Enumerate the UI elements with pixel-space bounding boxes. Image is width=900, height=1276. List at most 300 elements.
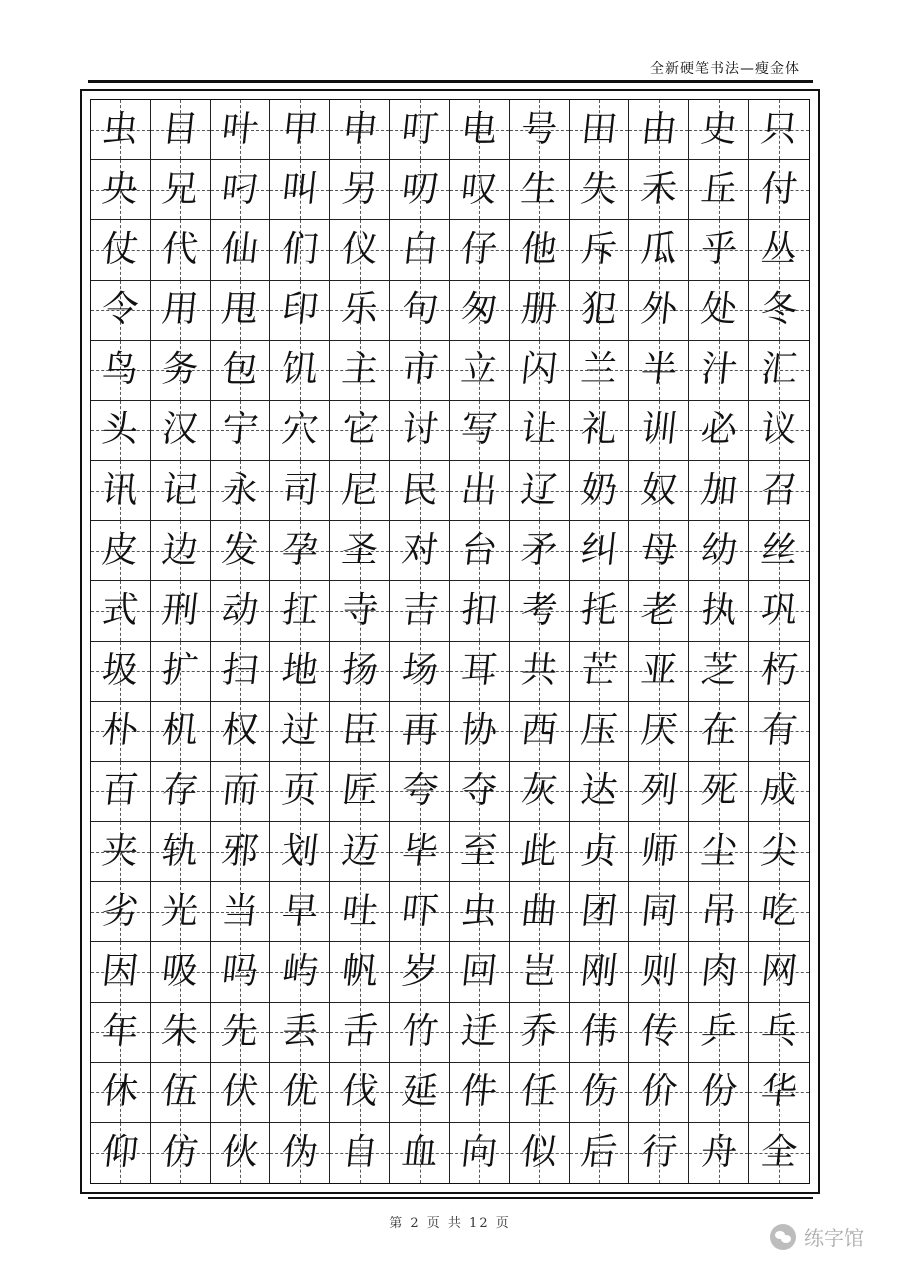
- grid-cell: [270, 942, 330, 1002]
- practice-character: 划: [279, 830, 321, 872]
- watermark: [770, 1222, 864, 1251]
- grid-cell: [450, 581, 510, 641]
- practice-character: 朽: [758, 650, 800, 692]
- practice-character: 叹: [459, 168, 500, 210]
- grid-cell: [91, 1123, 151, 1183]
- practice-character: 式: [100, 589, 141, 631]
- grid-cell: [629, 942, 689, 1002]
- grid-cell: [450, 100, 510, 160]
- practice-character: 伍: [160, 1071, 201, 1113]
- grid-cell: [689, 581, 749, 641]
- practice-character: 休: [100, 1071, 141, 1113]
- practice-character: 写: [459, 409, 500, 451]
- practice-character: 丘: [698, 168, 739, 210]
- grid-cell: [629, 461, 689, 521]
- grid-cell: [450, 160, 510, 220]
- practice-character: 后: [578, 1131, 620, 1173]
- grid-cell: [570, 702, 630, 762]
- practice-character: 包: [219, 349, 261, 391]
- practice-character: 甩: [219, 289, 261, 331]
- practice-character: 此: [519, 830, 560, 872]
- practice-character: 边: [160, 529, 201, 571]
- practice-character: 件: [459, 1071, 500, 1113]
- grid-cell: [570, 642, 630, 702]
- practice-character: 伪: [279, 1131, 321, 1173]
- practice-character: 对: [399, 529, 440, 571]
- practice-character: 圾: [100, 650, 141, 692]
- page-header-title: 全新硬笔书法—瘦金体: [650, 61, 800, 77]
- practice-character: 母: [638, 529, 680, 571]
- practice-character: 华: [758, 1071, 800, 1113]
- grid-cell: [749, 822, 809, 882]
- grid-cell: [450, 281, 510, 341]
- grid-cell: [330, 942, 390, 1002]
- grid-cell: [510, 882, 570, 942]
- practice-character: 耳: [459, 650, 500, 692]
- grid-cell: [570, 762, 630, 822]
- grid-cell: [570, 882, 630, 942]
- practice-character: 叶: [219, 108, 261, 150]
- grid-cell: [270, 581, 330, 641]
- practice-character: 舌: [339, 1011, 380, 1053]
- grid-cell: [510, 1123, 570, 1183]
- practice-character: 当: [219, 890, 261, 932]
- grid-cell: [151, 521, 211, 581]
- grid-cell: [270, 762, 330, 822]
- grid-cell: [270, 461, 330, 521]
- practice-character: 虫: [459, 890, 500, 932]
- grid-cell: [151, 341, 211, 401]
- grid-cell: [270, 642, 330, 702]
- grid-cell: [211, 341, 271, 401]
- grid-cell: [450, 822, 510, 882]
- grid-cell: [689, 882, 749, 942]
- grid-cell: [510, 401, 570, 461]
- grid-cell: [211, 461, 271, 521]
- grid-cell: [330, 581, 390, 641]
- practice-character: 自: [339, 1131, 380, 1173]
- grid-cell: [629, 160, 689, 220]
- grid-cell: [330, 341, 390, 401]
- grid-cell: [689, 822, 749, 882]
- grid-cell: [91, 581, 151, 641]
- grid-cell: [330, 642, 390, 702]
- practice-character: 印: [279, 289, 321, 331]
- practice-character: 头: [100, 409, 141, 451]
- grid-cell: [91, 281, 151, 341]
- grid-cell: [151, 581, 211, 641]
- practice-character: 压: [578, 710, 620, 752]
- practice-character: 场: [399, 650, 440, 692]
- practice-character: 议: [758, 409, 800, 451]
- practice-character: 臣: [339, 710, 380, 752]
- practice-character: 年: [100, 1011, 141, 1053]
- practice-character: 务: [160, 349, 201, 391]
- grid-cell: [629, 822, 689, 882]
- grid-cell: [570, 281, 630, 341]
- grid-cell: [151, 1003, 211, 1063]
- practice-character: 召: [758, 469, 800, 511]
- practice-character: 轨: [160, 830, 201, 872]
- grid-cell: [270, 1063, 330, 1123]
- practice-character: 光: [160, 890, 201, 932]
- practice-character: 厌: [638, 710, 680, 752]
- grid-cell: [510, 341, 570, 401]
- grid-cell: [570, 521, 630, 581]
- practice-character: 付: [758, 168, 800, 210]
- practice-character: 扛: [279, 589, 321, 631]
- practice-character: 尼: [339, 469, 380, 511]
- grid-cell: [390, 281, 450, 341]
- practice-character: 宁: [219, 409, 261, 451]
- grid-cell: [330, 521, 390, 581]
- grid-cell: [211, 160, 271, 220]
- practice-character: 辽: [519, 469, 560, 511]
- practice-character: 号: [519, 108, 560, 150]
- grid-cell: [151, 160, 211, 220]
- practice-character: 执: [698, 589, 739, 631]
- practice-character: 叼: [219, 168, 261, 210]
- grid-cell: [510, 702, 570, 762]
- grid-cell: [91, 160, 151, 220]
- practice-character: 发: [219, 529, 261, 571]
- grid-cell: [151, 942, 211, 1002]
- practice-character: 考: [519, 589, 560, 631]
- grid-cell: [629, 401, 689, 461]
- practice-character: 讯: [100, 469, 141, 511]
- grid-cell: [151, 702, 211, 762]
- grid-cell: [151, 762, 211, 822]
- grid-cell: [91, 942, 151, 1002]
- practice-character: 吐: [339, 890, 380, 932]
- practice-character: 矛: [519, 529, 560, 571]
- grid-cell: [689, 1123, 749, 1183]
- grid-cell: [91, 1003, 151, 1063]
- grid-cell: [629, 762, 689, 822]
- practice-character: 他: [519, 228, 560, 270]
- grid-cell: [211, 882, 271, 942]
- practice-character: 帆: [339, 950, 380, 992]
- grid-cell: [689, 1063, 749, 1123]
- practice-character: 迁: [459, 1011, 500, 1053]
- grid-cell: [629, 281, 689, 341]
- practice-character: 劣: [100, 890, 141, 932]
- grid-cell: [749, 521, 809, 581]
- grid-cell: [390, 642, 450, 702]
- practice-character: 早: [279, 890, 321, 932]
- practice-character: 传: [638, 1011, 680, 1053]
- practice-character: 目: [160, 108, 201, 150]
- grid-cell: [390, 762, 450, 822]
- grid-cell: [91, 100, 151, 160]
- practice-character: 页: [279, 770, 321, 812]
- practice-character: 让: [519, 409, 560, 451]
- grid-cell: [450, 461, 510, 521]
- grid-cell: [749, 882, 809, 942]
- grid-cell: [749, 220, 809, 280]
- grid-cell: [91, 341, 151, 401]
- grid-cell: [689, 461, 749, 521]
- grid-cell: [151, 1123, 211, 1183]
- practice-character: 叮: [399, 108, 440, 150]
- grid-cell: [450, 1003, 510, 1063]
- grid-cell: [689, 1003, 749, 1063]
- grid-cell: [151, 281, 211, 341]
- grid-cell: [330, 100, 390, 160]
- grid-cell: [330, 1063, 390, 1123]
- practice-character: 因: [100, 950, 141, 992]
- practice-character: 乎: [698, 228, 739, 270]
- grid-cell: [211, 1123, 271, 1183]
- wechat-icon: [770, 1224, 796, 1250]
- practice-character: 机: [160, 710, 201, 752]
- grid-cell: [629, 521, 689, 581]
- practice-character: 必: [698, 409, 739, 451]
- grid-cell: [450, 762, 510, 822]
- grid-cell: [270, 100, 330, 160]
- practice-character: 奴: [638, 469, 680, 511]
- grid-cell: [510, 461, 570, 521]
- grid-cell: [749, 762, 809, 822]
- practice-character: 电: [459, 108, 500, 150]
- practice-character: 闪: [519, 349, 560, 391]
- grid-cell: [629, 220, 689, 280]
- practice-character: 全: [758, 1131, 800, 1173]
- practice-character: 禾: [638, 168, 680, 210]
- practice-character: 史: [698, 108, 739, 150]
- practice-character: 兄: [160, 168, 201, 210]
- grid-cell: [91, 822, 151, 882]
- practice-character: 屿: [279, 950, 321, 992]
- practice-character: 夺: [459, 770, 500, 812]
- grid-cell: [211, 942, 271, 1002]
- grid-cell: [390, 1003, 450, 1063]
- grid-cell: [570, 341, 630, 401]
- grid-cell: [689, 521, 749, 581]
- practice-character: 伙: [219, 1131, 261, 1173]
- grid-cell: [270, 1123, 330, 1183]
- grid-cell: [390, 401, 450, 461]
- grid-cell: [749, 581, 809, 641]
- practice-character: 舟: [698, 1131, 739, 1173]
- practice-character: 乐: [339, 289, 380, 331]
- practice-character: 共: [519, 650, 560, 692]
- practice-character: 刑: [160, 589, 201, 631]
- grid-cell: [270, 822, 330, 882]
- grid-cell: [270, 1003, 330, 1063]
- grid-cell: [211, 762, 271, 822]
- grid-cell: [270, 341, 330, 401]
- practice-character: 伤: [578, 1071, 620, 1113]
- practice-character: 幼: [698, 529, 739, 571]
- practice-character: 训: [638, 409, 680, 451]
- practice-character: 在: [698, 710, 739, 752]
- practice-character: 匠: [339, 770, 380, 812]
- grid-cell: [91, 220, 151, 280]
- grid-cell: [570, 1003, 630, 1063]
- practice-character: 死: [698, 770, 739, 812]
- grid-cell: [270, 160, 330, 220]
- grid-cell: [510, 220, 570, 280]
- practice-character: 份: [698, 1071, 739, 1113]
- practice-character: 汇: [758, 349, 800, 391]
- grid-cell: [510, 762, 570, 822]
- practice-character: 列: [638, 770, 680, 812]
- grid-cell: [330, 281, 390, 341]
- grid-cell: [390, 1123, 450, 1183]
- grid-cell: [510, 581, 570, 641]
- grid-cell: [450, 401, 510, 461]
- grid-cell: [510, 642, 570, 702]
- grid-cell: [91, 702, 151, 762]
- practice-character: 白: [399, 228, 440, 270]
- practice-character: 芒: [578, 650, 620, 692]
- grid-cell: [450, 220, 510, 280]
- practice-character: 代: [160, 228, 201, 270]
- practice-character: 立: [459, 349, 500, 391]
- grid-cell: [330, 882, 390, 942]
- grid-cell: [270, 401, 330, 461]
- footer-divider: [88, 1197, 813, 1199]
- practice-character: 甲: [279, 108, 321, 150]
- practice-character: 价: [638, 1071, 680, 1113]
- grid-cell: [211, 1063, 271, 1123]
- grid-cell: [570, 100, 630, 160]
- grid-cell: [510, 160, 570, 220]
- practice-character: 申: [339, 108, 380, 150]
- grid-cell: [749, 100, 809, 160]
- grid-cell: [330, 1003, 390, 1063]
- practice-character: 岂: [519, 950, 560, 992]
- grid-cell: [450, 521, 510, 581]
- grid-cell: [91, 521, 151, 581]
- practice-character: 吉: [399, 589, 440, 631]
- grid-cell: [211, 100, 271, 160]
- practice-character: 犯: [578, 289, 620, 331]
- practice-character: 吸: [160, 950, 201, 992]
- practice-character: 兰: [578, 349, 620, 391]
- header-divider: [88, 80, 813, 83]
- practice-character: 动: [219, 589, 261, 631]
- grid-cell: [689, 281, 749, 341]
- practice-character: 市: [399, 349, 440, 391]
- grid-cell: [570, 1063, 630, 1123]
- grid-cell: [151, 401, 211, 461]
- grid-cell: [570, 942, 630, 1002]
- practice-character: 记: [160, 469, 201, 511]
- practice-character: 夸: [399, 770, 440, 812]
- grid-cell: [450, 942, 510, 1002]
- grid-cell: [390, 702, 450, 762]
- practice-character: 似: [519, 1131, 560, 1173]
- practice-character: 夹: [100, 830, 141, 872]
- practice-character: 贞: [578, 830, 620, 872]
- practice-character: 吃: [758, 890, 800, 932]
- practice-character: 叫: [279, 168, 321, 210]
- grid-cell: [510, 942, 570, 1002]
- practice-character: 伏: [219, 1071, 261, 1113]
- practice-character: 仙: [219, 228, 261, 270]
- grid-cell: [749, 702, 809, 762]
- practice-character: 汉: [160, 409, 201, 451]
- grid-cell: [390, 822, 450, 882]
- grid-cell: [91, 401, 151, 461]
- grid-cell: [450, 341, 510, 401]
- practice-character: 西: [519, 710, 560, 752]
- practice-character: 扣: [459, 589, 500, 631]
- practice-character: 芝: [698, 650, 739, 692]
- practice-character: 任: [519, 1071, 560, 1113]
- practice-character: 主: [339, 349, 380, 391]
- practice-character: 亚: [638, 650, 680, 692]
- practice-character: 们: [279, 228, 321, 270]
- practice-character: 刚: [578, 950, 620, 992]
- practice-character: 则: [638, 950, 680, 992]
- grid-cell: [211, 822, 271, 882]
- practice-character: 外: [638, 289, 680, 331]
- grid-cell: [749, 401, 809, 461]
- grid-cell: [689, 160, 749, 220]
- grid-cell: [450, 1063, 510, 1123]
- practice-character: 永: [219, 469, 261, 511]
- practice-character: 扫: [219, 650, 261, 692]
- practice-character: 至: [459, 830, 500, 872]
- grid-cell: [270, 220, 330, 280]
- practice-character: 半: [638, 349, 680, 391]
- grid-cell: [330, 822, 390, 882]
- grid-cell: [390, 1063, 450, 1123]
- practice-character: 乓: [758, 1011, 800, 1053]
- grid-cell: [151, 882, 211, 942]
- practice-character: 尖: [758, 830, 800, 872]
- grid-cell: [689, 220, 749, 280]
- practice-character: 民: [399, 469, 440, 511]
- grid-cell: [270, 281, 330, 341]
- practice-character: 丛: [758, 228, 800, 270]
- practice-character: 处: [698, 289, 739, 331]
- practice-character: 斥: [578, 228, 620, 270]
- practice-character: 向: [459, 1131, 500, 1173]
- grid-cell: [689, 100, 749, 160]
- practice-character: 仗: [100, 228, 141, 270]
- practice-character: 司: [279, 469, 321, 511]
- practice-character: 地: [279, 650, 321, 692]
- grid-cell: [510, 100, 570, 160]
- grid-cell: [689, 702, 749, 762]
- grid-cell: [510, 1003, 570, 1063]
- practice-character: 伟: [578, 1011, 620, 1053]
- practice-character: 成: [758, 770, 800, 812]
- grid-cell: [629, 1003, 689, 1063]
- grid-cell: [390, 461, 450, 521]
- grid-cell: [330, 1123, 390, 1183]
- grid-cell: [689, 942, 749, 1002]
- practice-character: 吓: [399, 890, 440, 932]
- grid-cell: [211, 220, 271, 280]
- grid-cell: [749, 1003, 809, 1063]
- practice-character: 央: [100, 168, 141, 210]
- grid-cell: [390, 942, 450, 1002]
- practice-character: 用: [160, 289, 201, 331]
- grid-cell: [629, 702, 689, 762]
- practice-character: 穴: [279, 409, 321, 451]
- grid-cell: [211, 581, 271, 641]
- practice-character: 达: [578, 770, 620, 812]
- grid-cell: [510, 281, 570, 341]
- practice-character: 行: [638, 1131, 680, 1173]
- grid-cell: [450, 702, 510, 762]
- practice-character: 网: [758, 950, 800, 992]
